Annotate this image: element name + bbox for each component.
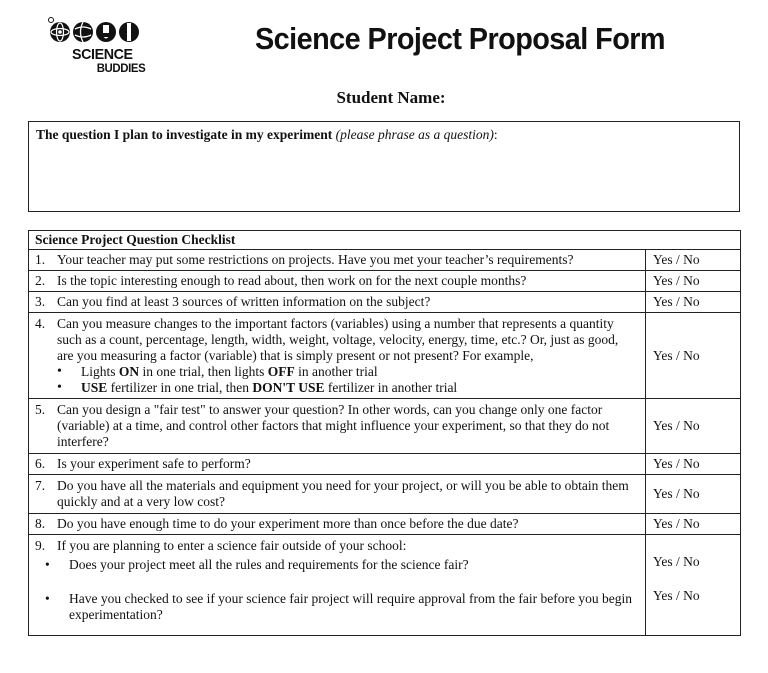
item-number: 3.	[35, 294, 46, 309]
item-question: Is your experiment safe to perform?	[57, 456, 251, 471]
list-item: • Lights ON in one trial, then lights OFF in another trial	[35, 364, 639, 380]
checklist-header: Science Project Question Checklist	[29, 231, 741, 250]
item-number: 4.	[35, 316, 46, 331]
page-title: Science Project Proposal Form	[254, 21, 666, 56]
table-row	[29, 271, 741, 292]
item-question: If you are planning to enter a science fair outside of your school:	[57, 538, 407, 553]
question-checklist-table	[28, 230, 741, 636]
sub-question: Does your project meet all the rules and requirements for the science fair?	[69, 557, 469, 572]
table-row	[29, 535, 741, 636]
list-item	[35, 591, 639, 623]
item-question: Can you design a "fair test" to answer your question? In other words, can you change only one factor (variable) at a time, and control other factors that might influence your experiment, so that they do not interfere?	[57, 402, 610, 449]
yes-no-answer[interactable]: Yes / No	[646, 475, 741, 514]
yes-no-answer[interactable]: Yes / No	[646, 292, 741, 313]
item-question: Do you have all the materials and equipment you need for your project, or will you be able to obtain them quickly and at a very low cost?	[57, 478, 629, 509]
yes-no-answer[interactable]: Yes / No	[646, 514, 741, 535]
table-row	[29, 250, 741, 271]
yes-no-answer[interactable]: Yes / No	[646, 250, 741, 271]
table-row	[29, 475, 741, 514]
item-number: 7.	[35, 478, 46, 493]
table-row	[29, 292, 741, 313]
yes-no-answer[interactable]: Yes / No	[646, 313, 741, 399]
student-name-label: Student Name:	[336, 88, 446, 107]
question-prompt: The question I plan to investigate in my experiment	[36, 127, 333, 142]
list-item: • USE fertilizer in one trial, then DON'T USE fertilizer in another trial	[35, 380, 639, 396]
sub-question: Have you checked to see if your science fair project will require approval from the fair before you begin experimentation?	[69, 591, 633, 622]
item-question: Can you find at least 3 sources of written information on the subject?	[57, 294, 431, 309]
table-row	[29, 399, 741, 454]
item-number: 5.	[35, 402, 46, 417]
table-header-row	[29, 231, 741, 250]
yes-no-answer[interactable]: Yes / No	[646, 454, 741, 475]
table-row	[29, 514, 741, 535]
item-number: 8.	[35, 516, 46, 531]
yes-no-answer[interactable]: Yes / No	[646, 271, 741, 292]
table-row	[29, 313, 741, 399]
logo-line-buddies: BUDDIES	[96, 61, 146, 75]
item-number: 9.	[35, 538, 46, 553]
item-number: 6.	[35, 456, 46, 471]
question-prompt-colon: :	[493, 127, 498, 142]
item-question: Can you measure changes to the important factors (variables) using a number that represents a quantity such as a count, percentage, length, width, weight, voltage, velocity, energy, time, etc.? Or, just as good, are you measuring a factor (variable) that is simply present or not present? For example,	[57, 316, 619, 363]
item-question: Your teacher may put some restrictions on projects. Have you met your teacher’s requirements?	[57, 252, 574, 267]
list-item	[35, 557, 639, 573]
yes-no-answer[interactable]: Yes / No	[646, 399, 741, 454]
yes-no-answer[interactable]: Yes / No	[653, 588, 700, 603]
item-number: 1.	[35, 252, 46, 267]
example-list	[35, 364, 639, 396]
item-number: 2.	[35, 273, 46, 288]
item-question: Do you have enough time to do your experiment more than once before the due date?	[57, 516, 519, 531]
question-prompt-hint: (please phrase as a question)	[335, 127, 494, 142]
table-row	[29, 454, 741, 475]
item-question: Is the topic interesting enough to read about, then work on for the next couple months?	[57, 273, 527, 288]
logo-line-science: SCIENCE	[72, 46, 133, 63]
yes-no-answer[interactable]: Yes / No	[653, 554, 700, 569]
question-box[interactable]	[28, 121, 740, 212]
